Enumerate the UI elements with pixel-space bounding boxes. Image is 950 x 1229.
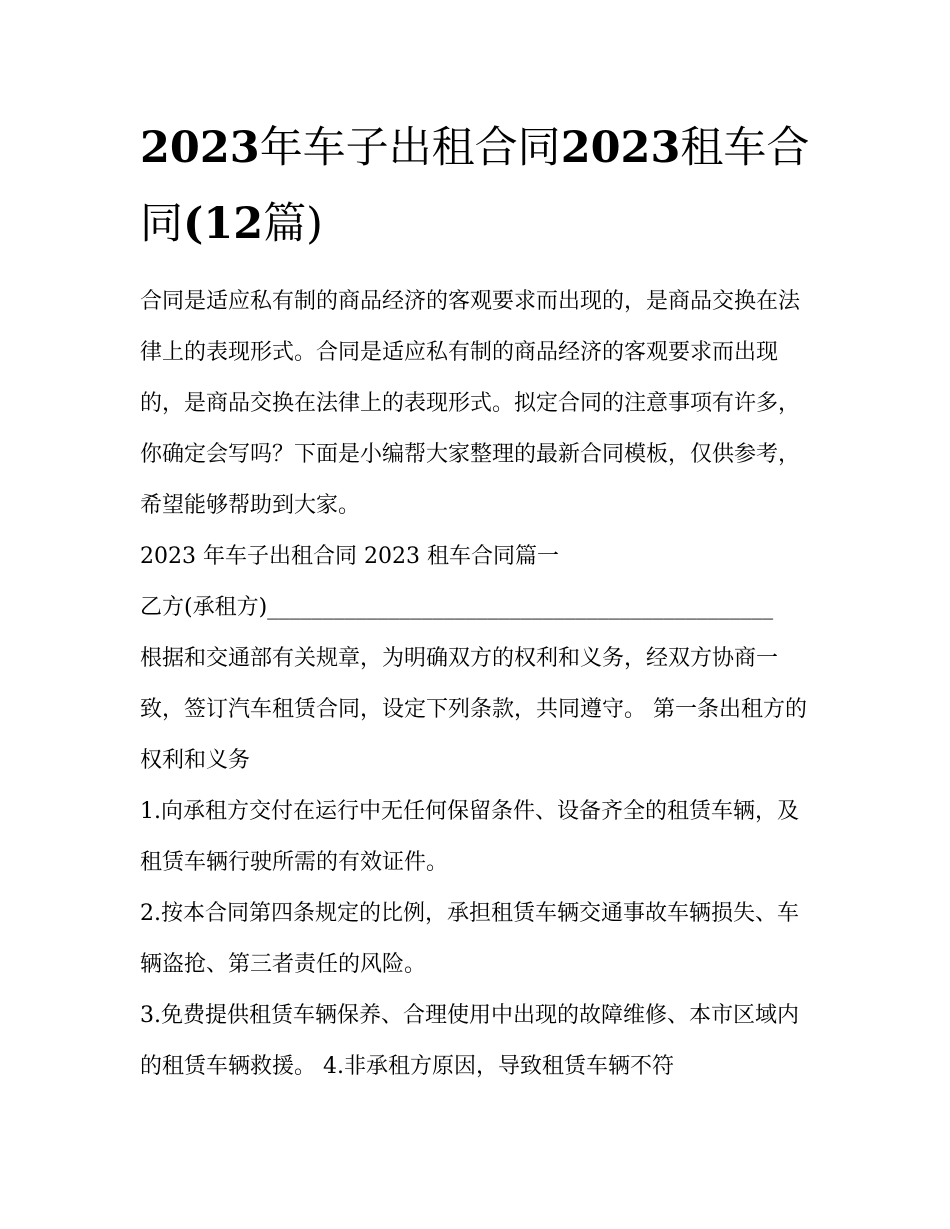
document-body <box>140 276 820 1092</box>
preamble-paragraph: 根据和交通部有关规章，为明确双方的权利和义务，经双方协商一致，签订汽车租赁合同，设定下列条款，共同遵守。 第一条出租方的权利和义务 <box>140 646 807 773</box>
title-text-3: 篇) <box>263 199 323 249</box>
clause-1: 1.向承租方交付在运行中无任何保留条件、设备齐全的租赁车辆，及租赁车辆行驶所需的有效证件。 <box>140 799 799 875</box>
clause-3: 3.免费提供租赁车辆保养、合理使用中出现的故障维修、本市区域内的租赁车辆救援。 4.非承租方原因，导致租赁车辆不符 <box>140 1003 799 1079</box>
title-year-2: 2023 <box>560 123 681 173</box>
section-heading: 2023 年车子出租合同 2023 租车合同篇一 <box>140 544 559 569</box>
title-count: (12 <box>183 199 264 249</box>
party-b-line: 乙方(承租方)______________________________________________ <box>140 595 774 620</box>
title-year-1: 2023 <box>140 123 260 173</box>
clause-2: 2.按本合同第四条规定的比例，承担租赁车辆交通事故车辆损失、车辆盗抢、第三者责任的风险。 <box>140 901 799 977</box>
intro-paragraph: 合同是适应私有制的商品经济的客观要求而出现的，是商品交换在法律上的表现形式。合同是适应私有制的商品经济的客观要求而出现的，是商品交换在法律上的表现形式。拟定合同的注意事项有许多，你确定会写吗？下面是小编帮大家整理的最新合同模板，仅供参考，希望能够帮助到大家。 <box>140 289 801 518</box>
title-text-1: 年车子出租合同 <box>259 123 561 173</box>
document-title <box>140 110 820 262</box>
title-text-2: 租车合同 <box>140 123 810 249</box>
